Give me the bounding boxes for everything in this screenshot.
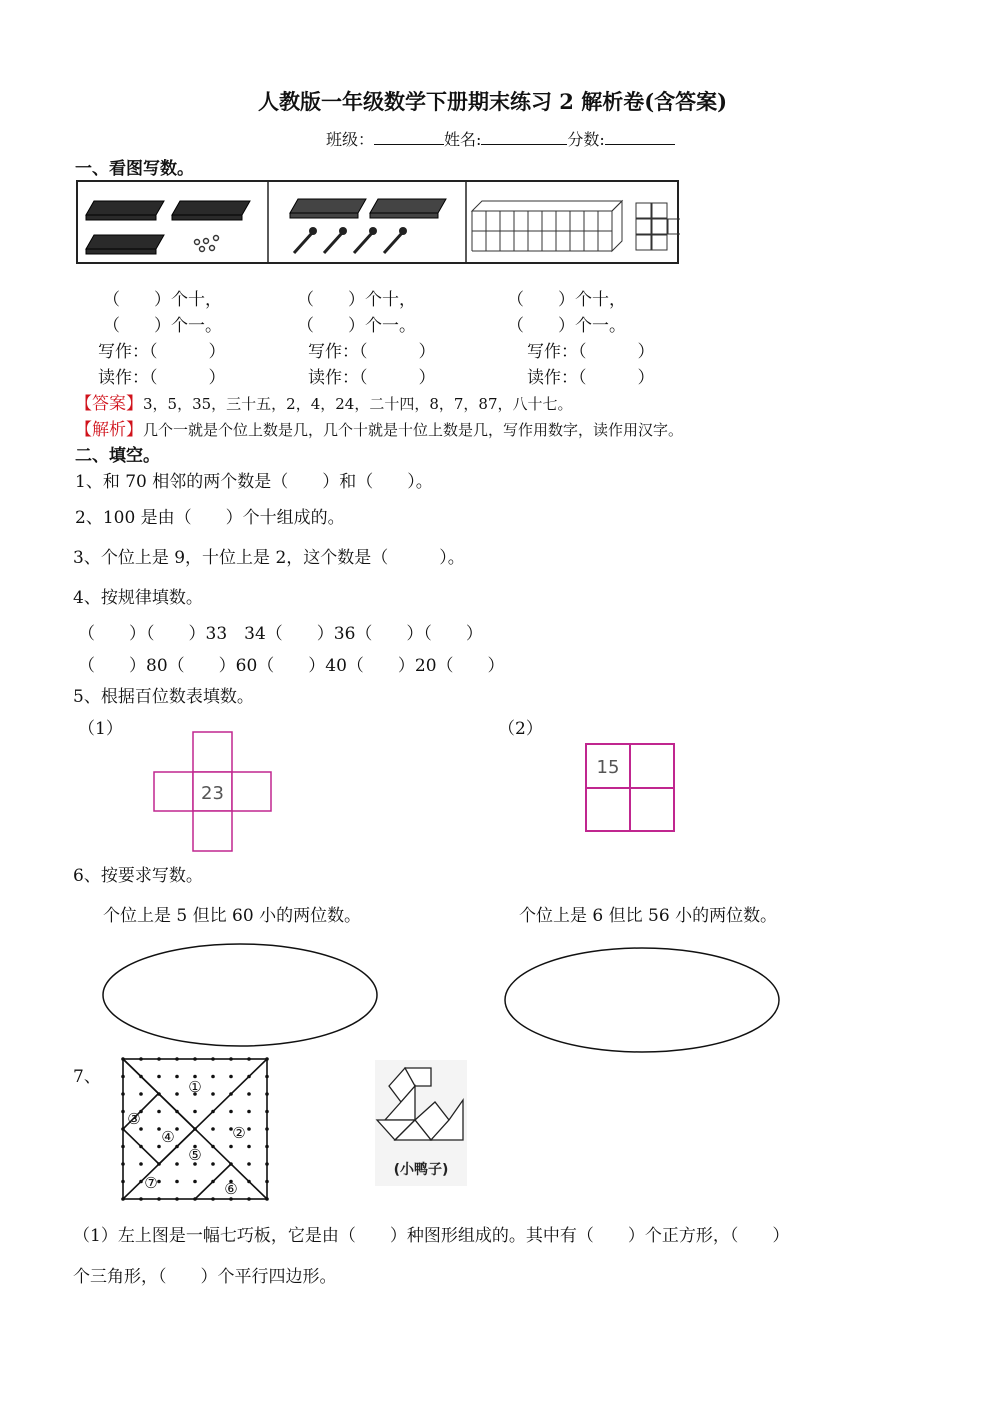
page-title: 人教版一年级数学下册期末练习 2 解析卷(含答案) (258, 89, 728, 114)
question-6: 6、按要求写数。 (73, 866, 203, 886)
write-label-3: 写作：（ ） (527, 342, 655, 362)
piece-6-label: ⑥ (224, 1180, 238, 1198)
name-label: 姓名: (444, 130, 482, 149)
score-label: 分数: (567, 130, 605, 149)
question-5: 5、根据百位数表填数。 (73, 687, 254, 707)
q5-part1-label: （1） (78, 719, 123, 739)
pattern-row-1: （ ）（ ）33 34（ ）36（ ）（ ） (78, 624, 483, 644)
piece-4-label: ④ (161, 1128, 175, 1146)
piece-5-label: ⑤ (188, 1146, 202, 1164)
q6-left-text: 个位上是 5 但比 60 小的两位数。 (103, 906, 362, 926)
cell-23: 23 (201, 783, 224, 804)
answer-tag: 【答案】 (75, 394, 143, 414)
answer-text: 3，5，35，三十五，2，4，24，二十四，8，7，87，八十七。 (143, 395, 573, 413)
analysis-tag: 【解析】 (75, 420, 143, 440)
tens-label-1: （ ）个十， (103, 290, 222, 310)
class-label: 班级： (326, 130, 375, 149)
piece-2-label: ② (232, 1124, 246, 1142)
cell-15: 15 (596, 757, 620, 778)
counting-blocks-picture (76, 179, 680, 265)
q5-part2-label: （2） (498, 719, 543, 739)
student-info (326, 127, 675, 150)
ones-label-3: （ ）个一。 (507, 316, 626, 336)
read-label-1: 读作：（ ） (98, 368, 226, 388)
analysis-text: 几个一就是个位上数是几，几个十就是十位上数是几，写作用数字，读作用汉字。 (143, 421, 684, 439)
tens-label-2: （ ）个十， (297, 290, 416, 310)
question-3: 3、个位上是 9，十位上是 2，这个数是（ ）。 (73, 548, 465, 568)
name-blank[interactable] (481, 129, 567, 145)
read-label-2: 读作：（ ） (308, 368, 436, 388)
piece-7-label: ⑦ (144, 1174, 158, 1192)
question-4: 4、按规律填数。 (73, 588, 203, 608)
score-blank[interactable] (605, 129, 675, 145)
q6-right-text: 个位上是 6 但比 56 小的两位数。 (519, 906, 778, 926)
tangram-board (118, 1054, 272, 1204)
answer-oval-right[interactable] (502, 946, 782, 1054)
ones-label-2: （ ）个一。 (297, 316, 416, 336)
write-label-1: 写作：（ ） (98, 342, 226, 362)
question-7: 7、 (73, 1067, 101, 1087)
piece-1-label: ① (188, 1078, 202, 1096)
tens-label-3: （ ）个十， (507, 290, 626, 310)
section1-heading: 一、看图写数。 (75, 159, 194, 179)
duck-tangram-picture (375, 1060, 467, 1186)
write-label-2: 写作：（ ） (308, 342, 436, 362)
q7-sub1-line2: 个三角形，（ ）个平行四边形。 (73, 1267, 337, 1287)
pattern-row-2: （ ）80（ ）60（ ）40（ ）20（ ） (78, 656, 505, 676)
duck-caption: (小鸭子) (393, 1162, 449, 1178)
hundred-table-cross (153, 731, 273, 853)
answer-oval-left[interactable] (100, 942, 380, 1048)
piece-3-label: ③ (127, 1110, 141, 1128)
question-1: 1、和 70 相邻的两个数是（ ）和（ ）。 (75, 472, 433, 492)
ones-label-1: （ ）个一。 (103, 316, 222, 336)
q7-sub1-line1: （1）左上图是一幅七巧板，它是由（ ）种图形组成的。其中有（ ）个正方形，（ ） (73, 1226, 790, 1246)
question-2: 2、100 是由（ ）个十组成的。 (75, 508, 345, 528)
class-blank[interactable] (374, 129, 444, 145)
hundred-table-square (584, 742, 676, 833)
section2-heading: 二、填空。 (75, 446, 160, 466)
answer-line (75, 389, 573, 414)
read-label-3: 读作：（ ） (527, 368, 655, 388)
analysis-line (75, 415, 683, 440)
